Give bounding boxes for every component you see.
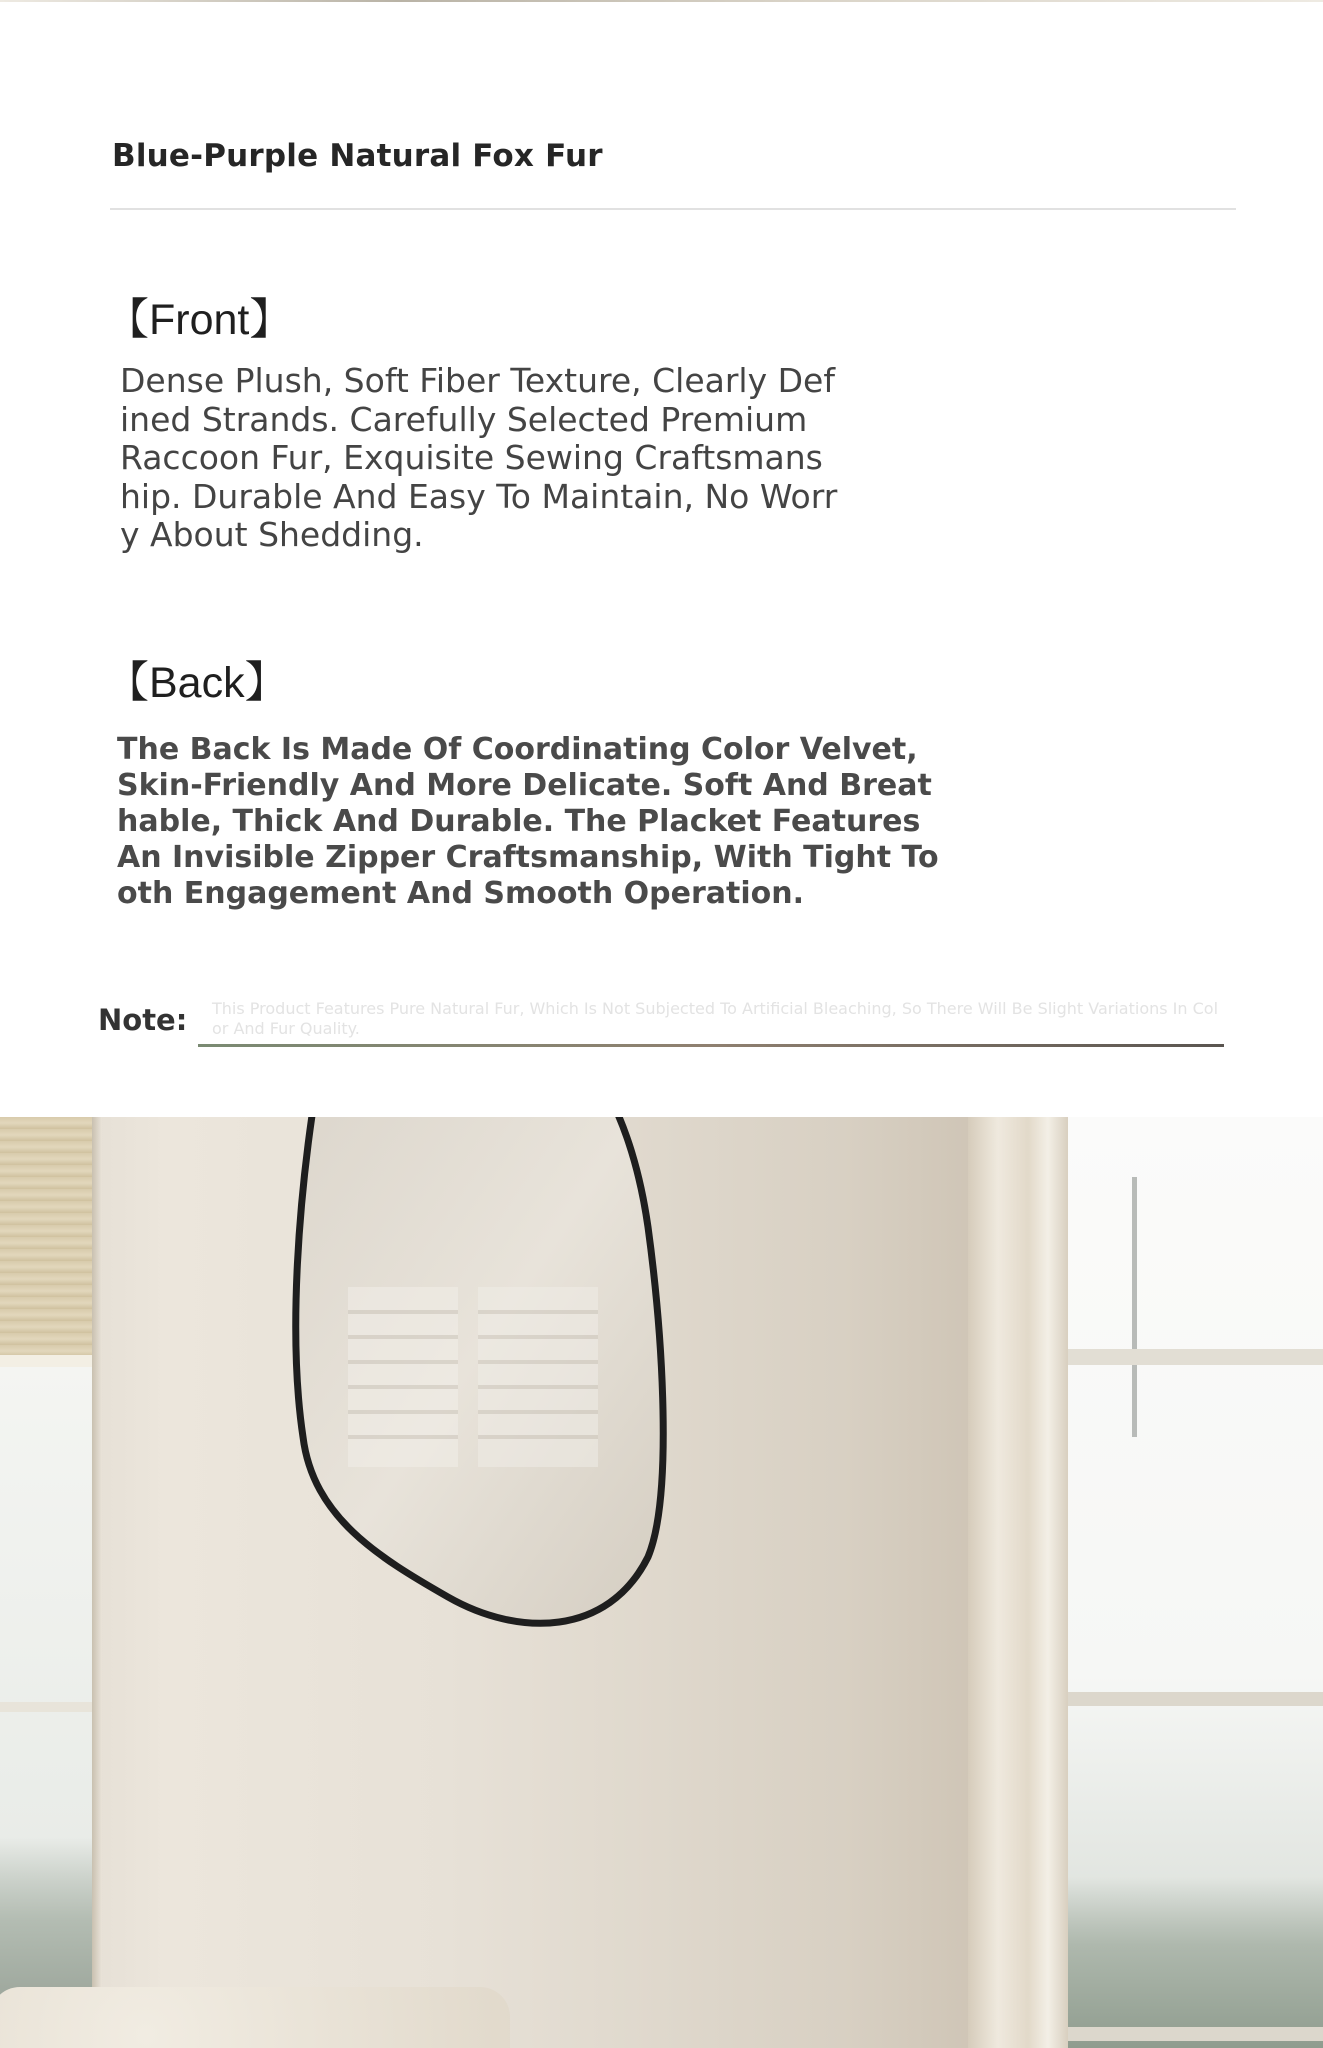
- note-text: This Product Features Pure Natural Fur, Which Is Not Subjected To Artificial Bleaching, So There Will Be Slight Variations In Color And Fur Quality.: [212, 999, 1219, 1038]
- left-window-mullion: [0, 1702, 95, 1712]
- product-photo: [0, 1117, 1323, 2048]
- product-title: Blue-Purple Natural Fox Fur: [112, 138, 603, 174]
- street-pole: [1132, 1177, 1137, 1437]
- front-description: Dense Plush, Soft Fiber Texture, Clearly Defined Strands. Carefully Selected Premium Raccoon Fur, Exquisite Sewing Craftsmanship. Durable And Easy To Maintain, No Worry About Shedding.: [120, 361, 838, 554]
- back-section-heading: 【Back】: [106, 659, 288, 707]
- right-window-mullion: [1068, 2027, 1323, 2041]
- chair-back: [0, 1987, 510, 2048]
- back-description: The Back Is Made Of Coordinating Color Velvet, Skin-Friendly And More Delicate. Soft And Breathable, Thick And Durable. The Placket Features An Invisible Zipper Craftsmanship, With Tight Tooth Engagement And Smooth Operation.: [117, 732, 939, 911]
- window-blind: [0, 1117, 95, 1362]
- wall-edge: [92, 1117, 102, 2048]
- top-divider: [0, 0, 1323, 2]
- note-label: Note:: [98, 1003, 188, 1037]
- right-window-trees: [1068, 1877, 1323, 2048]
- title-divider: [110, 208, 1236, 210]
- note-underline: [198, 1044, 1224, 1047]
- door-trim: [968, 1117, 1068, 2048]
- right-window-mullion: [1068, 1692, 1323, 1706]
- front-section-heading: 【Front】: [106, 296, 293, 344]
- right-window-mullion: [1068, 1349, 1323, 1365]
- left-window-mullion: [0, 1355, 95, 1367]
- mirror-image: [288, 1117, 673, 1697]
